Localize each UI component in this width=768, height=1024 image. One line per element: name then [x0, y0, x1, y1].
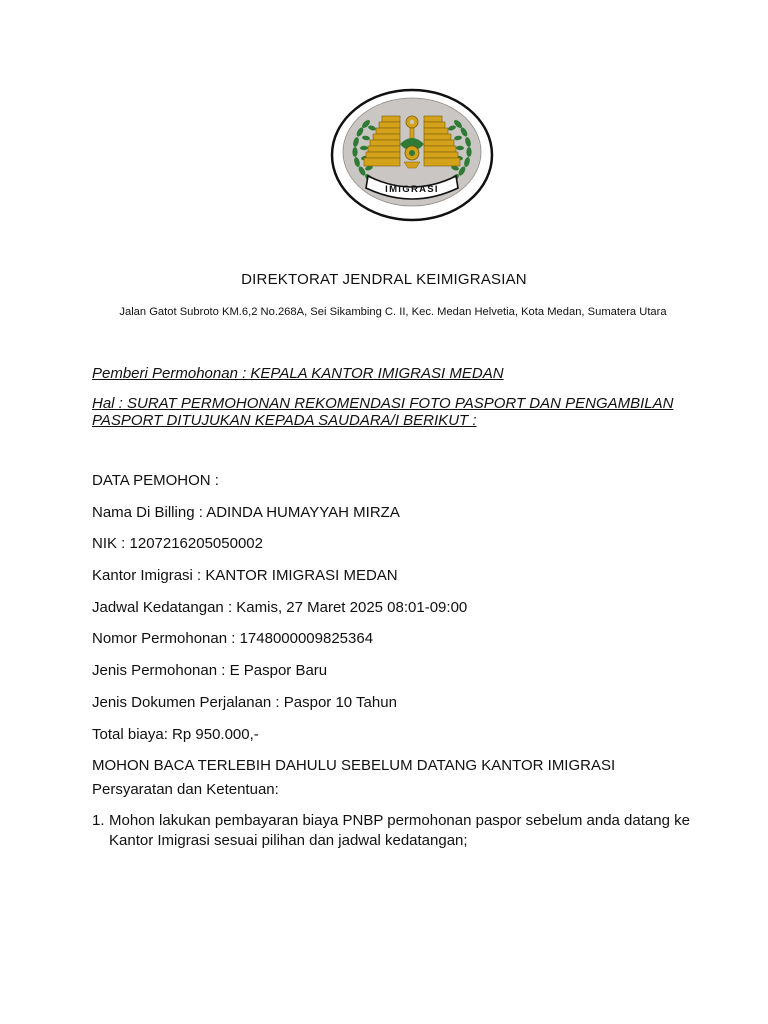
- immigration-emblem-icon: [330, 88, 494, 222]
- sender-line: Pemberi Permohonan : KEPALA KANTOR IMIGRASI MEDAN: [92, 365, 504, 382]
- notice-heading: MOHON BACA TERLEBIH DAHULU SEBELUM DATANG KANTOR IMIGRASI: [92, 757, 616, 774]
- list-item-number: 1.: [92, 812, 105, 829]
- application-number-field: Nomor Permohonan : 1748000009825364: [92, 630, 374, 647]
- agency-name: DIREKTORAT JENDRAL KEIMIGRASIAN: [241, 271, 527, 288]
- terms-title: Persyaratan dan Ketentuan:: [92, 781, 279, 798]
- office-field: Kantor Imigrasi : KANTOR IMIGRASI MEDAN: [92, 567, 398, 584]
- document-type-field: Jenis Dokumen Perjalanan : Paspor 10 Tahun: [92, 694, 397, 711]
- agency-address: Jalan Gatot Subroto KM.6,2 No.268A, Sei Sikambing C. II, Kec. Medan Helvetia, Kota Medan, Sumatera Utara: [119, 306, 667, 318]
- terms-list-item: [92, 811, 692, 851]
- list-item-text: Mohon lakukan pembayaran biaya PNBP permohonan paspor sebelum anda datang ke Kantor Imigrasi sesuai pilihan dan jadwal kedatangan;: [109, 812, 690, 849]
- billing-name-field: Nama Di Billing : ADINDA HUMAYYAH MIRZA: [92, 504, 400, 521]
- schedule-field: Jadwal Kedatangan : Kamis, 27 Maret 2025 08:01-09:00: [92, 599, 468, 616]
- subject-line: Hal : SURAT PERMOHONAN REKOMENDASI FOTO PASPORT DAN PENGAMBILAN PASPORT DITUJUKAN KEPADA SAUDARA/I BERIKUT :: [92, 395, 674, 429]
- application-type-field: Jenis Permohonan : E Paspor Baru: [92, 662, 328, 679]
- applicant-section-title: DATA PEMOHON :: [92, 472, 219, 489]
- total-cost-field: Total biaya: Rp 950.000,-: [92, 726, 259, 743]
- immigration-logo: [330, 88, 494, 222]
- nik-field: NIK : 1207216205050002: [92, 535, 263, 552]
- logo-banner-text: IMIGRASI: [385, 184, 439, 195]
